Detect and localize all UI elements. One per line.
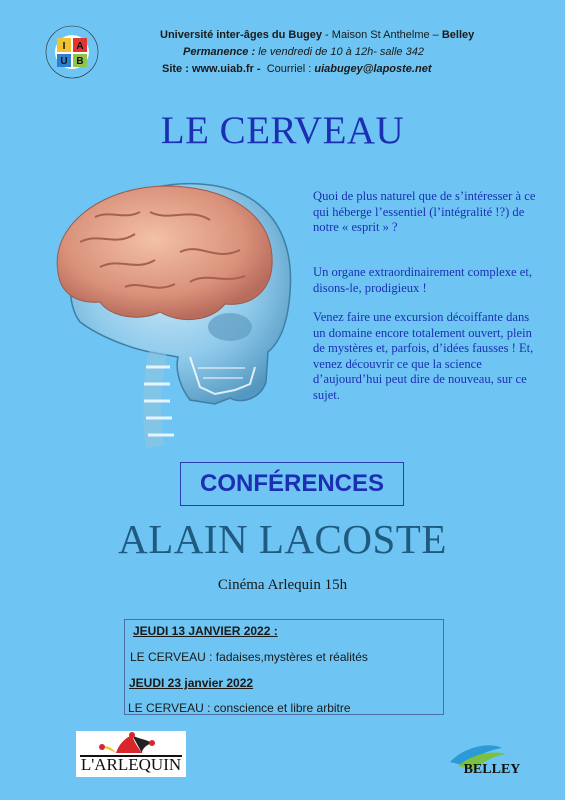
invitation-paragraph: Venez faire une excursion décoiffante dans un domaine encore totalement ouvert, plein de mystères et, parfois, d’idées fausses ! Et, venez découvrir ce que la science d’aujourd’hui peut dire de nouveau, sur ce sujet. [313,310,534,402]
organ-paragraph: Un organe extraordinairement complexe et, disons-le, prodigieux ! [313,265,533,295]
org-name: Université inter-âges du Bugey [160,29,322,41]
session-title: LE CERVEAU : conscience et libre arbitre [128,701,351,715]
site-link[interactable]: Site : www.uiab.fr - [162,63,261,75]
speaker-name: ALAIN LACOSTE [118,516,447,562]
skull-brain-illustration [40,172,302,454]
courriel-label: Courriel : [260,63,315,75]
header-line-org [160,29,560,41]
header-line-permanence [183,46,565,58]
city-name: Belley [441,29,475,41]
logo-letter: B [76,56,84,67]
arlequin-logo [76,731,186,777]
uiab-logo [44,24,100,80]
session-title: LE CERVEAU : fadaises,mystères et réalités [130,650,368,664]
header-line-contact [162,63,562,75]
permanence-label: Permanence : [183,46,256,58]
session-date: JEUDI 13 JANVIER 2022 : [133,624,278,638]
separator: - [322,29,332,41]
intro-paragraph: Quoi de plus naturel que de s’intéresser à ce qui héberge l’essentiel (l’intégralité !?) de notre « esprit » ? [313,189,536,234]
page-title: LE CERVEAU [160,109,405,152]
schedule-box [124,619,444,715]
conferences-heading: CONFÉRENCES [180,462,404,506]
venue-time: Cinéma Arlequin 15h [217,577,348,593]
email-link[interactable]: uiabugey@laposte.net [314,63,432,75]
session-date: JEUDI 23 janvier 2022 [129,676,254,690]
logo-letter: A [76,41,84,52]
arlequin-wordmark: L'ARLEQUIN [80,755,182,774]
permanence-text: le vendredi de 10 à 12h- salle 342 [255,46,424,58]
logo-letter: U [60,56,68,67]
logo-letter: I [62,41,66,52]
place-name: Maison St Anthelme [331,29,430,41]
belley-logo [440,742,540,782]
separator: – [429,29,442,41]
belley-wordmark: BELLEY [463,762,521,777]
